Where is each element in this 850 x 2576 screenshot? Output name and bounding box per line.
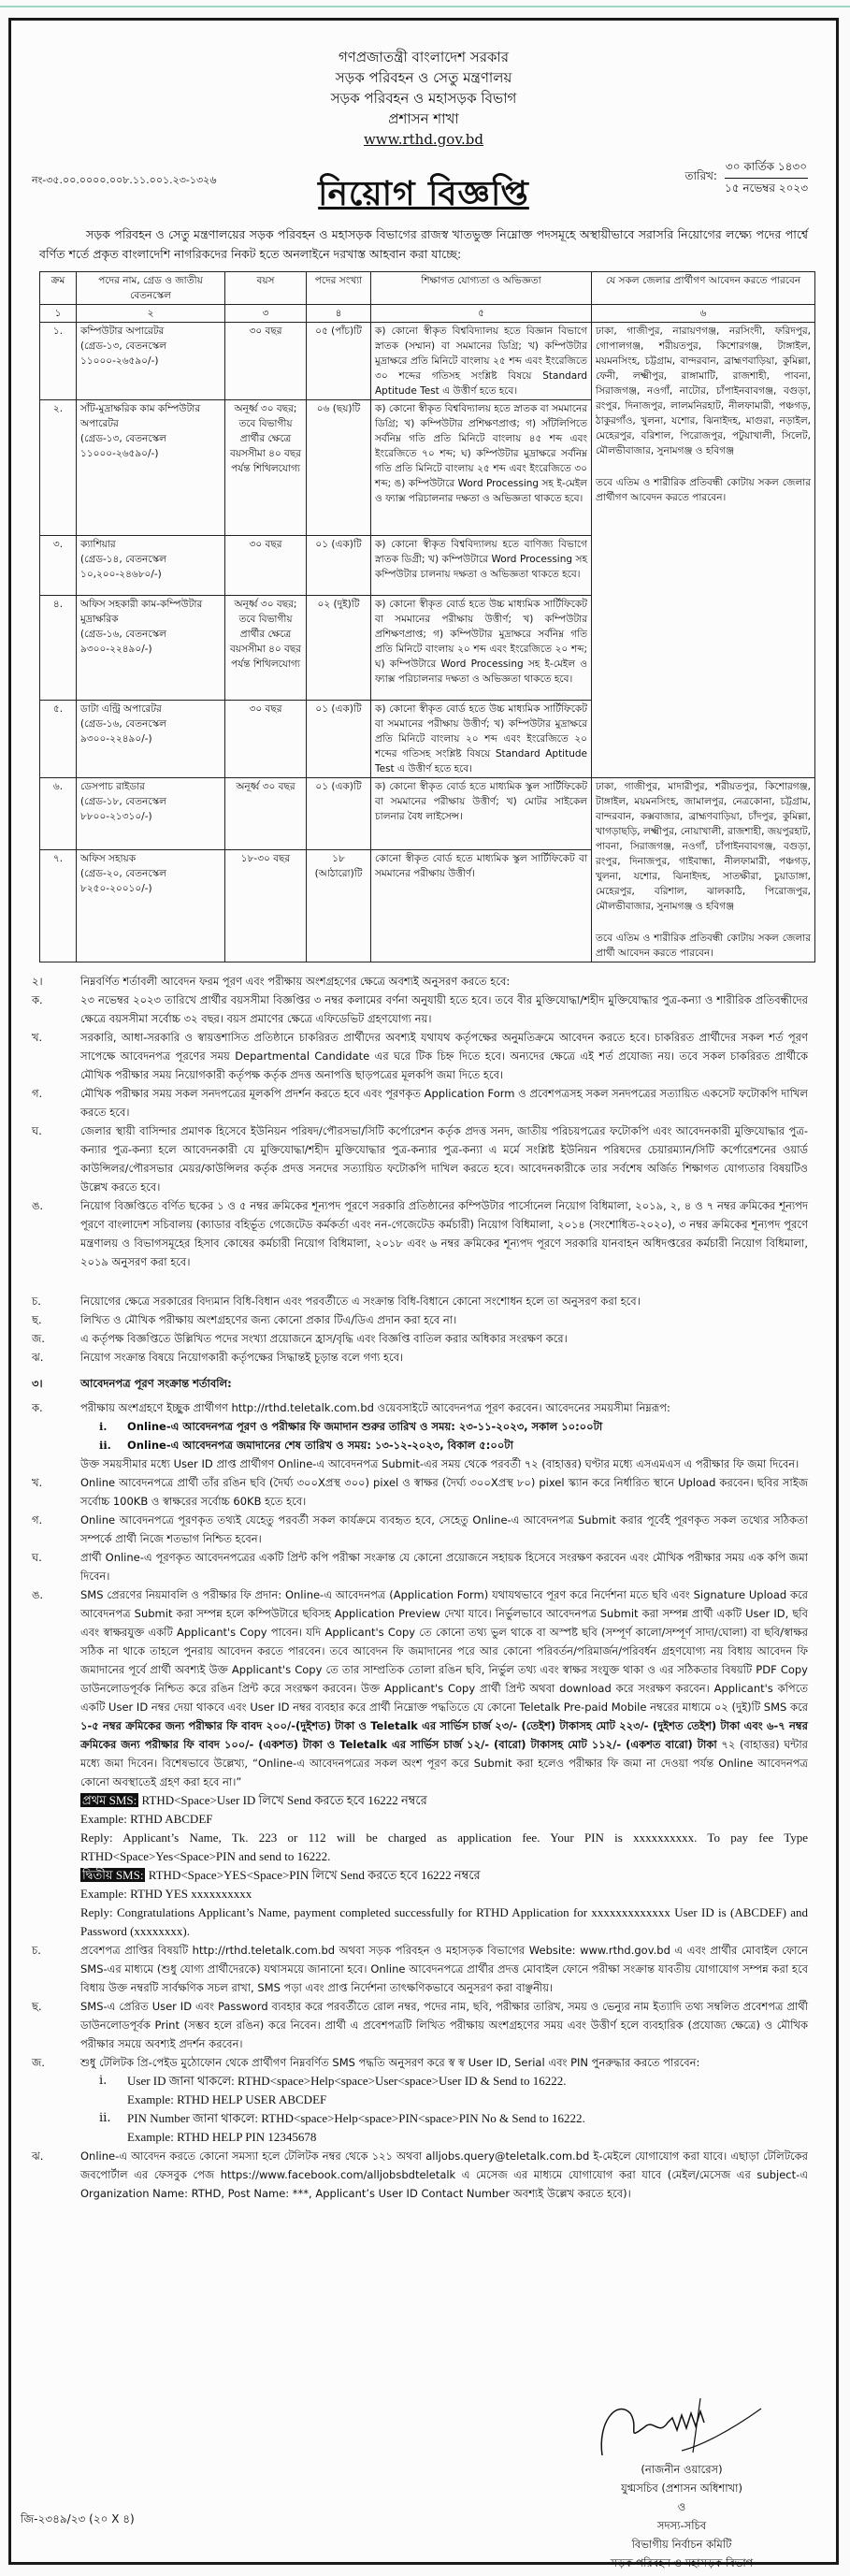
- age-limit: ১৮-৩০ বছর: [225, 849, 307, 962]
- sms2-tag: দ্বিতীয় SMS:: [82, 1868, 144, 1882]
- item-key: জ.: [32, 1332, 45, 1345]
- condition-item: [32, 1310, 808, 1329]
- condition-item: [32, 1122, 808, 1196]
- post-cell: [77, 596, 225, 701]
- item-key: গ.: [32, 1513, 43, 1527]
- sub-item: [80, 1436, 808, 1454]
- letterhead: [11, 47, 836, 150]
- page-title: নিয়োগ বিজ্ঞপ্তি: [318, 175, 529, 213]
- application-item-ja: [32, 2053, 808, 2147]
- start-date: Online-এ আবেদনপত্র পূরণ ও পরীক্ষার ফি জমাদান শুরুর তারিখ ও সময়: ২৩-১১-২০২৩, সকাল ১০:০০টা: [127, 1420, 603, 1433]
- row-serial: ৪.: [40, 596, 77, 701]
- memo-date: [685, 157, 808, 197]
- col-qualification: শিক্ষাগত যোগ্যতা ও অভিজ্ঞতা: [371, 272, 592, 305]
- sms2-example: Example: RTHD YES xxxxxxxxxx: [80, 1887, 252, 1901]
- memo-ref-number: নং-৩৫.০০.০০০০.০০৮.১১.০০১.২৩-১৩২৬: [32, 174, 217, 186]
- row-serial: ৬.: [40, 778, 77, 850]
- col-count: পদের সংখ্যা: [307, 272, 371, 305]
- quota-note: তবে এতিম ও শারীরিক প্রতিবন্ধী কোটায় সকল জেলার প্রার্থীগণ আবেদন করতে পারবেন।: [596, 477, 811, 503]
- row-serial: ৭.: [40, 849, 77, 962]
- item-key: ছ.: [32, 1313, 42, 1326]
- item-key: ঝ.: [32, 1351, 44, 1364]
- post-name: সাঁট-মুদ্রাক্ষরিক কাম কম্পিউটার অপারেটর: [80, 403, 201, 429]
- post-cell: [77, 778, 225, 850]
- age-limit: ৩০ বছর: [225, 323, 307, 400]
- item-body: [80, 2053, 808, 2147]
- post-grade: (গ্রেড-১৪, বেতনস্কেল ১০,২০০-২৪৬৮০/-): [80, 554, 166, 580]
- post-name: ডেসপাচ রাইডার: [80, 781, 145, 792]
- qualification: কোনো স্বীকৃত বোর্ড হতে মাধ্যমিক স্কুল সার্টিফিকেট বা সমমানের পরীক্ষায় উত্তীর্ণ।: [371, 849, 592, 962]
- signature-scribble-icon: [588, 2395, 775, 2460]
- sms1-example: Example: RTHD ABCDEF: [80, 1812, 213, 1826]
- qualification: ক) কোনো স্বীকৃত বিশ্ববিদ্যালয় হতে বাণিজ্য বিভাগে স্নাতক ডিগ্রী; খ) কম্পিউটারে Word Processing সহ কম্পিউটার চালনায় দক্ষতা ও অভিজ্ঞতা থাকতে হবে।: [371, 536, 592, 596]
- intro-paragraph: সড়ক পরিবহন ও সেতু মন্ত্রণালয়ের সড়ক পরিবহন ও মহাসড়ক বিভাগের রাজস্ব খাতভুক্ত নিম্নোক্ত পদসমূহে অস্থায়ীভাবে সরাসরি নিয়োগের লক্ষ্যে পদের পার্শ্বে বর্ণিত শর্তে প্রকৃত বাংলাদেশি নাগরিকদের নিকট হতে অনলাইনে দরখাস্ত আহবান করা যাচ্ছে:: [39, 227, 808, 261]
- item-text: ২৩ নভেম্বর ২০২৩ তারিখে প্রার্থীর বয়সসীমা বিজ্ঞপ্তির ৩ নম্বর কলামের বর্ণনা অনুযায়ী হতে হবে। তবে বীর মুক্তিযোদ্ধা/শহীদ মুক্তিযোদ্ধার পুত্র-কন্যা ও শারীরিক প্রতিবন্ধীদের ক্ষেত্রে বয়সসীমা সর্বোচ্চ ৩২ বছর। বয়স প্রমাণের ক্ষেত্রে এফিডেভিট গ্রহণযোগ্য নয়।: [80, 993, 808, 1025]
- item-key: ক.: [32, 993, 43, 1006]
- post-count: ১৮ (আঠারো)টি: [307, 849, 371, 962]
- signature-image: [569, 2395, 794, 2460]
- application-item-ga: [32, 1511, 808, 1548]
- item-text: SMS-এ প্রেরিত User ID এবং Password ব্যবহার করে পরবর্তীতে রোল নম্বর, পদের নাম, ছবি, পরীক্ষার তারিখ, সময় ও ভেন্যুর নাম ইত্যাদি তথ্য সম্বলিত প্রবেশপত্র প্রার্থী ডাউনলোডপূর্বক Print (সম্ভব হলে রঙিন) করে নিবেন। প্রার্থী এ প্রবেশপত্রটি লিখিত পরীক্ষায় অংশগ্রহণের সময় এবং উত্তীর্ণ হলে ব্যবহারিক (প্রযোজ্য ক্ষেত্রে) ও মৌখিক পরীক্ষার সময়ে অবশ্যই প্রদর্শন করবেন।: [80, 2000, 808, 2050]
- item-text: পরীক্ষায় অংশগ্রহণে ইচ্ছুক প্রার্থীগণ http://rthd.teletalk.com.bd ওয়েবসাইটে আবেদনপত্র পূরণ করবেন। আবেদনের সময়সীমা নিম্নরূপ:: [80, 1401, 670, 1414]
- post-count: ০১ (এক)টি: [307, 778, 371, 850]
- sub-item: [80, 2072, 808, 2109]
- row-serial: ৩.: [40, 536, 77, 596]
- item-text: প্রবেশপত্র প্রাপ্তির বিষয়টি http://rthd.teletalk.com.bd অথবা সড়ক পরিবহন ও মহাসড়ক বিভাগের Website: www.rthd.gov.bd এ এবং প্রার্থীর মোবাইল ফোনে SMS-এর মাধ্যমে (শুধু যোগ্য প্রার্থীদেরকে) যথাসময়ে জানানো হবে। Online আবেদনপত্রে প্রার্থীর প্রদত্ত মোবাইল ফোনে পরীক্ষা সংক্রান্ত যাবতীয় যোগাযোগ সম্পন্ন করা হবে বিধায় উক্ত নম্বরটি সার্বক্ষণিক সচল রাখা, SMS পড়া এবং প্রাপ্ত নির্দেশনা তাৎক্ষণিকভাবে অনুসরণ করা বাঞ্ছনীয়।: [80, 1944, 808, 1994]
- qualification: ক) কোনো স্বীকৃত বোর্ড হতে উচ্চ মাধ্যমিক সার্টিফিকেট বা সমমানের পরীক্ষায় উত্তীর্ণ; খ) কম্পিউটার মুদ্রাক্ষরে প্রতি মিনিটে বাংলায় ২০ শব্দ এবং ইংরেজিতে ২০ শব্দের গতিসহ সংশ্লিষ্ট বিষয়ে Standard Aptitude Test এ উত্তীর্ণ হতে হবে।: [371, 701, 592, 778]
- col-post: পদের নাম, গ্রেড ও জাতীয় বেতনস্কেল: [77, 272, 225, 305]
- qualification: ক) কোনো স্বীকৃত বিশ্ববিদ্যালয় হতে স্নাতক বা সমমানের ডিগ্রি; খ) কম্পিউটার প্রশিক্ষণপ্রাপ্ত; গ) সাঁটলিপিতে সর্বনিম্ন গতি প্রতি মিনিটে বাংলায় ৪৫ শব্দ এবং ইংরেজিতে ৭০ শব্দ; ঘ) কম্পিউটার মুদ্রাক্ষরে সর্বনিম্ন গতি প্রতি মিনিটে বাংলায় ২৫ শব্দ এবং ইংরেজিতে ৩০ শব্দ; ঙ) কম্পিউটারে Word Processing সহ ই-মেইল ও ফ্যাক্স পরিচালনার দক্ষতা ও অভিজ্ঞতা থাকতে হবে।: [371, 400, 592, 536]
- age-limit: ৩০ বছর: [225, 536, 307, 596]
- item-text: শুধু টেলিটক প্রি-পেইড মুঠোফোন থেকে প্রার্থীগণ নিম্নবর্ণিত SMS পদ্ধতি অনুসরণ করে স্ব স্ব User ID, Serial এবং PIN পুনরুদ্ধার করতে পারবেন:: [80, 2056, 700, 2069]
- item-body: [80, 1398, 808, 1473]
- post-grade: (গ্রেড-২০, বেতনস্কেল ৮২৫০-২০০১০/-): [80, 867, 166, 894]
- item-key: ঘ.: [32, 1551, 42, 1564]
- districts-group-1: [592, 323, 815, 778]
- item-text: SMS প্রেরণের নিয়মাবলি ও পরীক্ষার ফি প্রদান: Online-এ আবেদনপত্র (Application Form) যথাযথভাবে পূরণ করে নির্দেশনা মতে ছবি এবং Signature Upload করে আবেদনপত্র Submit করা সম্পন্ন হলে কম্পিউটারে ছবিসহ Application Preview দেখা যাবে। নির্ভুলভাবে আবেদনপত্র Submit করা সম্পন্ন প্রার্থী একটি User ID, ছবি এবং স্বাক্ষরযুক্ত একটি Applicant's Copy পাবেন। যদি Applicant's Copy তে কোনো তথ্য ভুল থাকে বা অস্পষ্ট ছবি (সম্পূর্ণ কালো/সম্পূর্ণ সাদা/ঘোলা) বা ছবি/স্বাক্ষর সঠিক না থাকে তাহলে পুনরায় আবেদন করতে পারবেন। তবে আবেদন ফি জমাদানের পরে আর কোনো পরিবর্তন/পরিমার্জন/পরিবর্ধন গ্রহণযোগ্য নয় বিধায় আবেদন ফি জমাদানের পূর্বে প্রার্থী অবশ্যই উক্ত Applicant's Copy তে তার সাম্প্রতিক তোলা রঙিন ছবি, নির্ভুল তথ্য এবং স্বাক্ষর সংযুক্ত থাকা ও এর সঠিকতার বিষয়টি PDF Copy ডাউনলোডপূর্বক নিশ্চিত করে রঙিন প্রিন্ট করে সংরক্ষণ করবেন। উক্ত Applicant's Copy প্রার্থী প্রিন্ট অথবা download করে সংরক্ষণ করবেন। Applicant's কপিতে একটি User ID নম্বর দেয়া থাকবে এবং User ID নম্বর ব্যবহার করে প্রার্থী নিম্নোক্ত পদ্ধতিতে যে কোনো Teletalk Pre-paid Mobile নম্বরের মাধ্যমে ০২ (দুই)টি SMS করে: [80, 1588, 808, 1714]
- roman-key: ii.: [99, 1439, 111, 1452]
- sms2-line: [80, 1866, 808, 1885]
- item-text: জেলার স্থায়ী বাসিন্দার প্রমাণক হিসেবে ইউনিয়ন পরিষদ/পৌরসভা/সিটি কর্পোরেশন কর্তৃক প্রদত্ত সনদ, জাতীয় পরিচয়পত্রের ফটোকপি এবং আবেদনকারী মুক্তিযোদ্ধার পুত্র-কন্যার পুত্র-কন্যা হলে আবেদনকারী যে মুক্তিযোদ্ধা/শহীদ মুক্তিযোদ্ধার পুত্র-কন্যার পুত্র-কন্যা এ মর্মে সংশ্লিষ্ট ইউনিয়ন পরিষদের চেয়ারম্যান/সিটি কর্পোরেশনের ওয়ার্ড কাউন্সিলর/পৌরসভার মেয়র/কাউন্সিলর কর্তৃক প্রদত্ত সনদের সত্যায়িত ফটোকপি দাখিল করতে হবে। আবেদনকারীকে তার সর্বশেষ অর্জিত শিক্ষাগত যোগ্যতার বিষয়টিও উল্লেখ করতে হবে।: [80, 1124, 808, 1194]
- pin-example: Example: RTHD HELP PIN 12345678: [127, 2130, 317, 2144]
- application-item-kha: [32, 1473, 808, 1511]
- item-text: নিয়োগের ক্ষেত্রে সরকারের বিদ্যমান বিধি-বিধান এবং পরবর্তীতে এ সংক্রান্ত বিধি-বিধানে কোনো সংশোধন হলে তা অনুসরণ করা হবে।: [80, 1295, 641, 1308]
- application-item-chha: [32, 1997, 808, 2053]
- condition-item: [32, 1028, 808, 1084]
- item-text: এ কর্তৃপক্ষ বিজ্ঞপ্তিতে উল্লিখিত পদের সংখ্যা প্রয়োজনে হ্রাস/বৃদ্ধি এবং বিজ্ঞপ্তি বাতিল করার অধিকার সংরক্ষণ করে।: [80, 1332, 568, 1345]
- post-name: অফিস সহায়ক: [80, 852, 137, 864]
- gazette-code: জি-২৩৪৯/২৩ (২০ X ৪): [21, 2512, 135, 2525]
- post-grade: (গ্রেড-১৩, বেতনস্কেল ১১০০০-২৬৫৯০/-): [80, 340, 166, 367]
- col-num: ৩: [225, 305, 307, 323]
- section-3-heading: [32, 1374, 808, 1393]
- col-age: বয়স: [225, 272, 307, 305]
- col-num: ২: [77, 305, 225, 323]
- col-districts: যে সকল জেলার প্রার্থীগণ আবেদন করতে পারবেন: [592, 272, 815, 305]
- branch-name: প্রশাসন শাখা: [388, 110, 459, 127]
- date-bangla: ৩০ কার্তিক ১৪৩০: [725, 157, 808, 179]
- post-name: অফিস সহকারী কাম-কম্পিউটার মুদ্রাক্ষরিক: [80, 599, 203, 625]
- vacancy-table: [39, 271, 815, 962]
- row-serial: ৫.: [40, 701, 77, 778]
- fee-details: ১-৫ নম্বর ক্রমিকের জন্য পরীক্ষার ফি বাবদ ২০০/-(দুইশত) টাকা ও Teletalk এর সার্ভিস চার্জ ২৩/- (তেইশ) টাকাসহ মোট ২২৩/- (দুইশত তেইশ) টাকা এবং ৬-৭ নম্বর ক্রমিকের জন্য পরীক্ষার ফি বাবদ ১০০/- (একশত) টাকা ও Teletalk এর সার্ভিস চার্জ ১২/- (বারো) টাকাসহ মোট ১১২/- (একশত বারো) টাকা: [80, 1719, 808, 1751]
- item-key: ঙ.: [32, 1588, 44, 1601]
- post-count: ০২ (দুই)টি: [307, 596, 371, 701]
- item-text: নিয়োগ সংক্রান্ত বিষয়ে নিয়োগকারী কর্তৃপক্ষের সিদ্ধান্তই চূড়ান্ত বলে গণ্য হবে।: [80, 1351, 404, 1364]
- district-list: ঢাকা, গাজীপুর, নারায়ণগঞ্জ, নরসিংদী, ফরিদপুর, গোপালগঞ্জ, শরীয়তপুর, কিশোরগঞ্জ, টাঙ্গাইল, ময়মনসিংহ, চট্টগ্রাম, বান্দরবান, ব্রাহ্মণবাড়িয়া, কুমিল্লা, ফেনী, লক্ষ্মীপুর, রাঙ্গামাটি, রাজশাহী, পাবনা, সিরাজগঞ্জ, নওগাঁ, নাটোর, চাঁপাইনবাবগঞ্জ, বগুড়া, রংপুর, দিনাজপুর, লালমনিরহাট, নীলফামারী, পঞ্চগড়, ঠাকুরগাঁও, খুলনা, যশোর, ঝিনাইদহ, মাগুরা, নড়াইল, মেহেরপুর, বরিশাল, পিরোজপুর, পটুয়াখালী, সিলেট, মৌলভীবাজার, সুনামগঞ্জ ও হবিগঞ্জ: [596, 326, 811, 456]
- item-text: সরকারি, আধা-সরকারি ও স্বায়ত্তশাসিত প্রতিষ্ঠানে চাকরিরত প্রার্থীদের অবশ্যই যথাযথ কর্তৃপক্ষের অনুমতিক্রমে আবেদন করতে হবে। চাকরিরত প্রার্থীদের সকল শর্ত পূরণ সাপেক্ষে আবেদনপত্র পূরণের সময় Departmental Candidate এর ঘরে টিক চিহ্ন দিতে হবে। অন্যদের ক্ষেত্রে এই শর্ত প্রযোজ্য নয়। তবে সকল চাকরিরত প্রার্থীকে মৌখিক পরীক্ষার সময় নিয়োগকারী কর্তৃপক্ষ কর্তৃক প্রদত্ত অনাপত্তি ছাড়পত্রের মূলকপি জমা দিতে হবে।: [80, 1031, 808, 1081]
- conjunction: ও: [677, 2500, 686, 2513]
- col-num: ৪: [307, 305, 371, 323]
- sms1-reply: Reply: Applicant’s Name, Tk. 223 or 112 will be charged as application fee. Your PIN is xxxxxxxxxx. To pay fee Type RTHD<Space>Yes<Space>PIN and send to 16222.: [80, 1831, 808, 1863]
- item-key: চ.: [32, 1295, 41, 1308]
- division-name: সড়ক পরিবহন ও মহাসড়ক বিভাগ: [330, 90, 517, 107]
- condition-item: [32, 1329, 808, 1348]
- section-heading: নিম্নবর্ণিত শর্তাবলী আবেদন ফরম পূরণ এবং পরীক্ষায় অংশগ্রহণের ক্ষেত্রে অবশ্যই অনুসরণ করতে হবে:: [80, 975, 511, 988]
- sms1-line: [80, 1791, 808, 1810]
- condition-item: [32, 1292, 808, 1310]
- signatory-designation: যুগ্মসচিব (প্রশাসন অধিশাখা): [621, 2482, 742, 2495]
- post-name: ডাটা এন্ট্রি অপারেটর: [80, 703, 162, 715]
- post-cell: [77, 849, 225, 962]
- table-row: [40, 778, 815, 850]
- post-name: কম্পিউটার অপারেটর: [80, 326, 165, 337]
- post-count: ০৫ (পাঁচ)টি: [307, 323, 371, 400]
- sub-item: [80, 2109, 808, 2147]
- application-item-ka: [32, 1398, 808, 1473]
- section-2: [32, 972, 808, 1367]
- post-grade: (গ্রেড-১৩, বেতনস্কেল ১১০০০-২৬৫৯০/-): [80, 433, 166, 459]
- age-limit: অনূর্ধ্ব ৩০ বছর; তবে বিভাগীয় প্রার্থীর ক্ষেত্রে বয়সসীমা ৪০ বছর পর্যন্ত শিথিলযোগ্য: [225, 596, 307, 701]
- date-label: তারিখ:: [684, 168, 717, 182]
- item-text: Online-এ আবেদন করতে কোনো সমস্যা হলে টেলিটক নম্বর থেকে ১২১ অথবা alljobs.query@teletalk.com.bd ই-মেইলে যোগাযোগ করা যাবে। এছাড়া টেলিটকের জবপোর্টাল এর ফেসবুক পেজ https://www.facebook.com/alljobsbdteletalk এ মেসেজ এর মাধ্যমে যোগাযোগ করা যাবে (মেইল/মেসেজ এর subject-এ Organization Name: RTHD, Post Name: ***, Applicant’s User ID Contact Number অবশ্যই উল্লেখ করতে হবে)।: [80, 2149, 808, 2200]
- item-key: ঝ.: [32, 2149, 44, 2163]
- roman-key: i.: [99, 1420, 108, 1433]
- memo-row: [11, 155, 836, 221]
- post-grade: (গ্রেড-১৬, বেতনস্কেল ৯৩০০-২২৪৯০/-): [80, 718, 166, 745]
- section-heading: আবেদনপত্র পূরণ সংক্রান্ত শর্তাবলি:: [80, 1377, 232, 1390]
- item-key: খ.: [32, 1031, 43, 1044]
- roman-key: ii.: [99, 2111, 111, 2125]
- top-divider: [0, 6, 850, 7]
- department-name: সড়ক পরিবহন ও মহাসড়ক বিভাগ: [610, 2556, 754, 2569]
- pin-recovery: PIN Number জানা থাকলে: RTHD<space>Help<space>PIN<space>PIN No & Send to 16222.: [127, 2111, 585, 2125]
- condition-item: [32, 1084, 808, 1122]
- col-num: ৬: [592, 305, 815, 323]
- item-key: চ.: [32, 1944, 41, 1957]
- website-link[interactable]: www.rthd.gov.bd: [363, 131, 484, 148]
- qualification: ক) কোনো স্বীকৃত বিশ্ববিদ্যালয় হতে বিজ্ঞান বিভাগে স্নাতক (সম্মান) বা সমমানের ডিগ্রি; খ) কম্পিউটার মুদ্রাক্ষরে প্রতি মিনিটে বাংলায় ২৫ শব্দ এবং ইংরেজিতে ৩০ শব্দের গতিসহ সংশ্লিষ্ট বিষয়ে Standard Aptitude Test এ উত্তীর্ণ হতে হবে।: [371, 323, 592, 400]
- item-text: Online আবেদনপত্রে পূরণকৃত তথ্যই যেহেতু পরবর্তী সকল কার্যক্রমে ব্যবহৃত হবে, সেহেতু Online-এ আবেদনপত্র Submit করার পূর্বেই পূরণকৃত সকল তথ্যের সঠিকতা সম্পর্কে প্রার্থী নিজে শতভাগ নিশ্চিত হবেন।: [80, 1513, 808, 1545]
- item-text: প্রার্থী Online-এ পূরণকৃত আবেদনপত্রের একটি প্রিন্ট কপি পরীক্ষা সংক্রান্ত যে কোনো প্রয়োজনে সহায়ক হিসেবে সংরক্ষণ করবেন এবং মৌখিক পরীক্ষার সময় এক কপি জমা দিবেন।: [80, 1551, 808, 1583]
- notice-frame: [8, 18, 839, 2565]
- item-key: ঙ.: [32, 1199, 44, 1212]
- item-key: জ.: [32, 2056, 45, 2069]
- item-body: [80, 1585, 808, 1941]
- district-list: ঢাকা, গাজীপুর, মাদারীপুর, শরীয়তপুর, কিশোরগঞ্জ, টাঙ্গাইল, ময়মনসিংহ, জামালপুর, নেত্রকোনা, চট্টগ্রাম, বান্দরবান, কক্সবাজার, ব্রাহ্মণবাড়িয়া, চাঁদপুর, কুমিল্লা, খাগড়াছড়ি, লক্ষ্মীপুর, নোয়াখালী, রাজশাহী, জয়পুরহাট, পাবনা, সিরাজগঞ্জ, নওগাঁ, চাঁপাইনবাবগঞ্জ, বগুড়া, রংপুর, দিনাজপুর, গাইবান্ধা, নীলফামারী, পঞ্চগড়, খুলনা, যশোর, ঝিনাইদহ, সাতক্ষীরা, চুয়াডাঙ্গা, মেহেরপুর, বরিশাল, ঝালকাঠি, পিরোজপুর, মৌলভীবাজার, সুনামগঞ্জ ও হবিগঞ্জ: [596, 781, 811, 912]
- post-cell: [77, 323, 225, 400]
- item-text: মৌখিক পরীক্ষার সময় সকল সনদপত্রের মূলকপি প্রদর্শন করতে হবে এবং পূরণকৃত Application Form ও প্রবেশপত্রসহ সকল সনদপত্রের সত্যায়িত একসেট ফটোকপি দাখিল করতে হবে।: [80, 1087, 808, 1119]
- signatory-role: সদস্য-সচিব: [656, 2519, 707, 2532]
- districts-group-2: [592, 778, 815, 962]
- condition-item: [32, 1196, 808, 1271]
- sms2-format: RTHD<Space>YES<Space>PIN লিখে Send করতে হবে 16222 নম্বরে: [148, 1868, 481, 1882]
- roman-key: i.: [99, 2074, 108, 2088]
- age-limit: অনূর্ধ্ব ৩০ বছর: [225, 778, 307, 850]
- col-serial: ক্রম: [40, 272, 77, 305]
- qualification: ক) কোনো স্বীকৃত বোর্ড হতে মাধ্যমিক স্কুল সার্টিফিকেট বা সমমানের পরীক্ষায় উত্তীর্ণ; খ) মোটর সাইকেল চালনার বৈধ লাইসেন্স।: [371, 778, 592, 850]
- qualification: ক) কোনো স্বীকৃত বোর্ড হতে উচ্চ মাধ্যমিক সার্টিফিকেট বা সমমানের পরীক্ষায় উত্তীর্ণ; খ) কম্পিউটার প্রশিক্ষণপ্রাপ্ত; গ) কম্পিউটার মুদ্রাক্ষরে সর্বনিম্ন গতি প্রতি মিনিটে বাংলায় ২০ শব্দ এবং ইংরেজিতে ২০ শব্দ; ঘ) কম্পিউটারে Word Processing সহ ই-মেইল ও ফ্যাক্স পরিচালনার দক্ষতা ও অভিজ্ঞতা থাকতে হবে।: [371, 596, 592, 701]
- post-cell: [77, 536, 225, 596]
- quota-note: তবে এতিম ও শারীরিক প্রতিবন্ধী কোটায় সকল জেলার প্রার্থী আবেদন করতে পারবেন।: [596, 933, 811, 959]
- committee-name: বিভাগীয় নির্বাচন কমিটি: [631, 2538, 732, 2551]
- post-grade: (গ্রেড-১৮, বেতনস্কেল ৮৮০০-২১৩১০/-): [80, 796, 166, 822]
- item-key: ক.: [32, 1401, 43, 1414]
- post-cell: [77, 400, 225, 536]
- table-row: [40, 323, 815, 400]
- item-key: ঘ.: [32, 1124, 42, 1137]
- post-count: ০৬ (ছয়)টি: [307, 400, 371, 536]
- col-num: ৫: [371, 305, 592, 323]
- application-item-uma: [32, 1585, 808, 1941]
- item-text: Online আবেদনপত্রে প্রার্থী তাঁর রঙিন ছবি (দৈর্ঘ্য ৩০০Xপ্রস্থ ৩০০) pixel ও স্বাক্ষর (দৈর্ঘ্য ৩০০Xপ্রস্থ ৮০) pixel স্ক্যান করে নির্ধারিত স্থানে Upload করবেন। ছবির সাইজ সর্বোচ্চ 100KB ও স্বাক্ষরের সর্বোচ্চ 60KB হতে হবে।: [80, 1476, 808, 1508]
- column-number-row: [40, 305, 815, 323]
- application-item-jha: [32, 2147, 808, 2203]
- post-count: ০১ (এক)টি: [307, 536, 371, 596]
- age-limit: অনূর্ধ্ব ৩০ বছর; তবে বিভাগীয় প্রার্থীর ক্ষেত্রে বয়সসীমা ৪০ বছর পর্যন্ত শিথিলযোগ্য: [225, 400, 307, 536]
- item-text: ৭২ (বাহাত্তর) ঘন্টার মধ্যে জমা দিবেন। বিশেষভাবে উল্লেখ্য, “Online-এ আবেদনপত্রের সকল অংশ পূরণ করে Submit করা হলেও পরীক্ষার ফি জমা না দেওয়া পর্যন্ত Online আবেদনপত্র কোনো অবস্থাতেই গ্রহণ করা হবে না।”: [80, 1738, 809, 1788]
- post-name: ক্যাশিয়ার: [80, 539, 116, 550]
- ministry-name: সড়ক পরিবহন ও সেতু মন্ত্রণালয়: [335, 69, 512, 86]
- end-date: Online-এ আবেদনপত্র জমাদানের শেষ তারিখ ও সময়: ১৩-১২-২০২৩, বিকাল ৫:০০টা: [127, 1439, 513, 1452]
- item-text: নিয়োগ বিজ্ঞপ্তিতে বর্ণিত ছকের ১ ও ৫ নম্বর ক্রমিকের শূন্যপদ পূরণে সরকারি প্রতিষ্ঠানের কম্পিউটার পার্সোনেল নিয়োগ বিধিমালা, ২০১৯, ২, ৪ ও ৭ নম্বর ক্রমিকের শূন্যপদ পূরণে বাংলাদেশ সচিবালয় (ক্যাডার বহির্ভূত গেজেটেড কর্মকর্তা এবং নন-গেজেটেড কর্মচারী) নিয়োগ বিধিমালা, ২০১৪ (সংশোধিত-২০২০), ৩ নম্বর ক্রমিকের শূন্যপদ পূরণে মন্ত্রণালয় ও বিভাগসমূহের হিসাব কোষের কর্মচারী নিয়োগ বিধিমালা, ২০১৮ এবং ৬ নম্বর ক্রমিকের শূন্যপদ পূরণে সরকারি যানবাহন অধিদপ্তরের কর্মচারী নিয়োগ বিধিমালা, ২০১৯ অনুসরণ করা হবে।: [80, 1199, 808, 1268]
- table-header-row: [40, 272, 815, 305]
- sms2-reply: Reply: Congratulations Applicant’s Name, payment completed successfully for RTHD Application for xxxxxxxxxxxxx User ID is (ABCDEF) and Password (xxxxxxxx).: [80, 1905, 808, 1938]
- item-key: খ.: [32, 1476, 43, 1489]
- row-serial: ১.: [40, 323, 77, 400]
- post-cell: [77, 701, 225, 778]
- item-key: গ.: [32, 1087, 43, 1100]
- age-limit: ৩০ বছর: [225, 701, 307, 778]
- item-text: লিখিত ও মৌখিক পরীক্ষায় অংশগ্রহণের জন্য কোনো প্রকার টিএ/ডিএ প্রদান করা হবে না।: [80, 1313, 457, 1326]
- item-key: ছ.: [32, 2000, 42, 2013]
- application-item-cha: [32, 1941, 808, 1997]
- section-2-heading: [32, 972, 808, 991]
- signatory-name: (নাজনীন ওয়ারেস): [641, 2463, 723, 2476]
- sms1-format: RTHD<Space>User ID লিখে Send করতে হবে 16222 নম্বরে: [141, 1793, 427, 1807]
- userid-recovery: User ID জানা থাকলে: RTHD<space>Help<space>User<space>User ID & Send to 16222.: [127, 2074, 567, 2088]
- row-serial: ২.: [40, 400, 77, 536]
- sms1-tag: প্রথম SMS:: [82, 1793, 137, 1807]
- application-item-gha: [32, 1548, 808, 1585]
- govt-name: গণপ্রজাতন্ত্রী বাংলাদেশ সরকার: [338, 49, 510, 65]
- item-text: উক্ত সময়সীমার মধ্যে User ID প্রাপ্ত প্রার্থীগণ Online-এ আবেদনপত্র Submit-এর সময় থেকে পরবর্তী ৭২ (বাহাত্তর) ঘণ্টার মধ্যে এসএমএস এ পরীক্ষার ফি জমা দিবেন।: [80, 1457, 800, 1470]
- condition-item: [32, 991, 808, 1028]
- post-grade: (গ্রেড-১৬, বেতনস্কেল ৯৩০০-২২৪৯০/-): [80, 629, 166, 655]
- section-3: [32, 1374, 808, 2203]
- userid-example: Example: RTHD HELP USER ABCDEF: [127, 2092, 327, 2106]
- section-number: ৩।: [32, 1377, 43, 1390]
- col-num: ১: [40, 305, 77, 323]
- section-number: ২।: [32, 975, 43, 988]
- condition-item: [32, 1348, 808, 1367]
- sub-item: [80, 1417, 808, 1436]
- date-english: ১৫ নভেম্বর ২০২৩: [724, 181, 808, 195]
- post-count: ০১ (এক)টি: [307, 701, 371, 778]
- signature-block: [569, 2395, 794, 2572]
